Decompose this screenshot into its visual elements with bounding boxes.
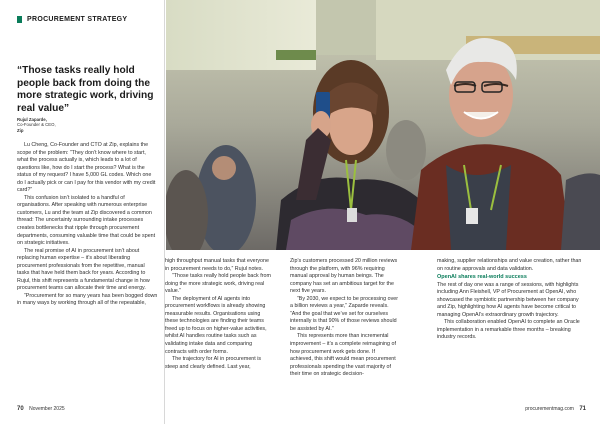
attribution-name: Rujul Zaparde, (17, 117, 47, 122)
paragraph: Lu Cheng, Co-Founder and CTO at Zip, explains the scope of the problem: “They don’t know where to start, what the process actually is, which leads to a lot of questions like, how do I start the process? What is the status of my request? I have 5,000 GL codes. Which one do I actually pick or can I pay for this vendor with my credit card?” (17, 142, 156, 194)
paragraph: This represents more than incremental improvement – it’s a complete reimagining of how procurement work gets done. If achieved, this shift would mean procurement professionals spending the vast majority of their time on strategic decision- (290, 333, 396, 378)
quote-attribution (17, 117, 157, 133)
paragraph: The trajectory for AI in procurement is steep and clearly defined. Last year, (165, 356, 262, 370)
paragraph: The rest of day one was a range of sessions, with highlights including Ann Fleishell, VP of Procurement at OpenAI, who showcased the symbiotic partnership between her company and Zip, highlighting how AI agents have become critical to managing OpenAI’s extraordinary growth trajectory. (437, 281, 579, 318)
footer-right (525, 406, 586, 412)
event-photo (166, 0, 600, 250)
footer-left (17, 406, 65, 412)
site-url[interactable]: procurementmag.com (525, 406, 574, 412)
paragraph: making, supplier relationships and value creation, rather than on routine approvals and data validation. (437, 258, 582, 272)
paragraph: The deployment of AI agents into procurement workflows is already showing measurable results. Organisations using these technologies are finding their teams freed up to focus on higher-value activities, whilst AI handles routine tasks such as validating intake data and comparing contracts with order forms. (165, 295, 267, 355)
photo-illustration (166, 0, 600, 250)
body-column-4 (437, 258, 582, 342)
paragraph: This collaboration enabled OpenAI to complete an Oracle implementation in a remarkable three months – breaking industry records. (437, 319, 580, 341)
page-number-left: 70 (17, 406, 24, 412)
paragraph: “Those tasks really hold people back from doing the more strategic work, driving real value.” (165, 273, 271, 295)
attribution-company: Zip (17, 127, 24, 133)
paragraph: Zip’s customers processed 20 million reviews through the platform, with 96% requiring manual approval by human beings. The company has set an ambitious target for the next five years. (290, 258, 398, 295)
section-label-text: PROCUREMENT STRATEGY (27, 16, 128, 23)
paragraph: “By 2030, we expect to be processing over a billion reviews a year,” Zaparde reveals. “And the goal that we’ve set for ourselves internally is that 90% of those reviews should be assisted by AI.” (290, 295, 398, 332)
body-column-2 (165, 258, 273, 371)
section-label (17, 16, 127, 23)
paragraph: The real promise of AI in procurement isn’t about replacing human expertise – it’s about liberating procurement professionals from the repetitive, manual tasks that have held them back for years. According to Rujul, this shift represents a fundamental change in how procurement teams can allocate their time and energy. (17, 247, 150, 292)
pull-quote: “Those tasks really hold people back from doing the more strategic work, driving real value” (17, 65, 154, 114)
paragraph: “Procurement for so many years has been bogged down in many ways by working through all of the repeatable, (17, 292, 158, 307)
body-column-1 (17, 142, 158, 308)
paragraph: This confusion isn’t isolated to a handful of organisations. After speaking with numerous enterprise customers, Lu and the team at Zip discovered a common thread: The uncertainty surrounding intake processes creates bottlenecks that ripple through procurement departments, consuming valuable time that could be spent on strategic initiatives. (17, 194, 156, 247)
body-column-3 (290, 258, 398, 379)
section-marker (17, 16, 22, 23)
issue-date: November 2025 (29, 406, 65, 412)
paragraph: high throughput manual tasks that everyone in procurement needs to do,” Rujul notes. (165, 258, 269, 272)
subheading: OpenAI shares real-world success (437, 274, 527, 281)
attribution-role: Co-Founder & CEO, (17, 122, 56, 128)
page-number-right: 71 (579, 406, 586, 412)
